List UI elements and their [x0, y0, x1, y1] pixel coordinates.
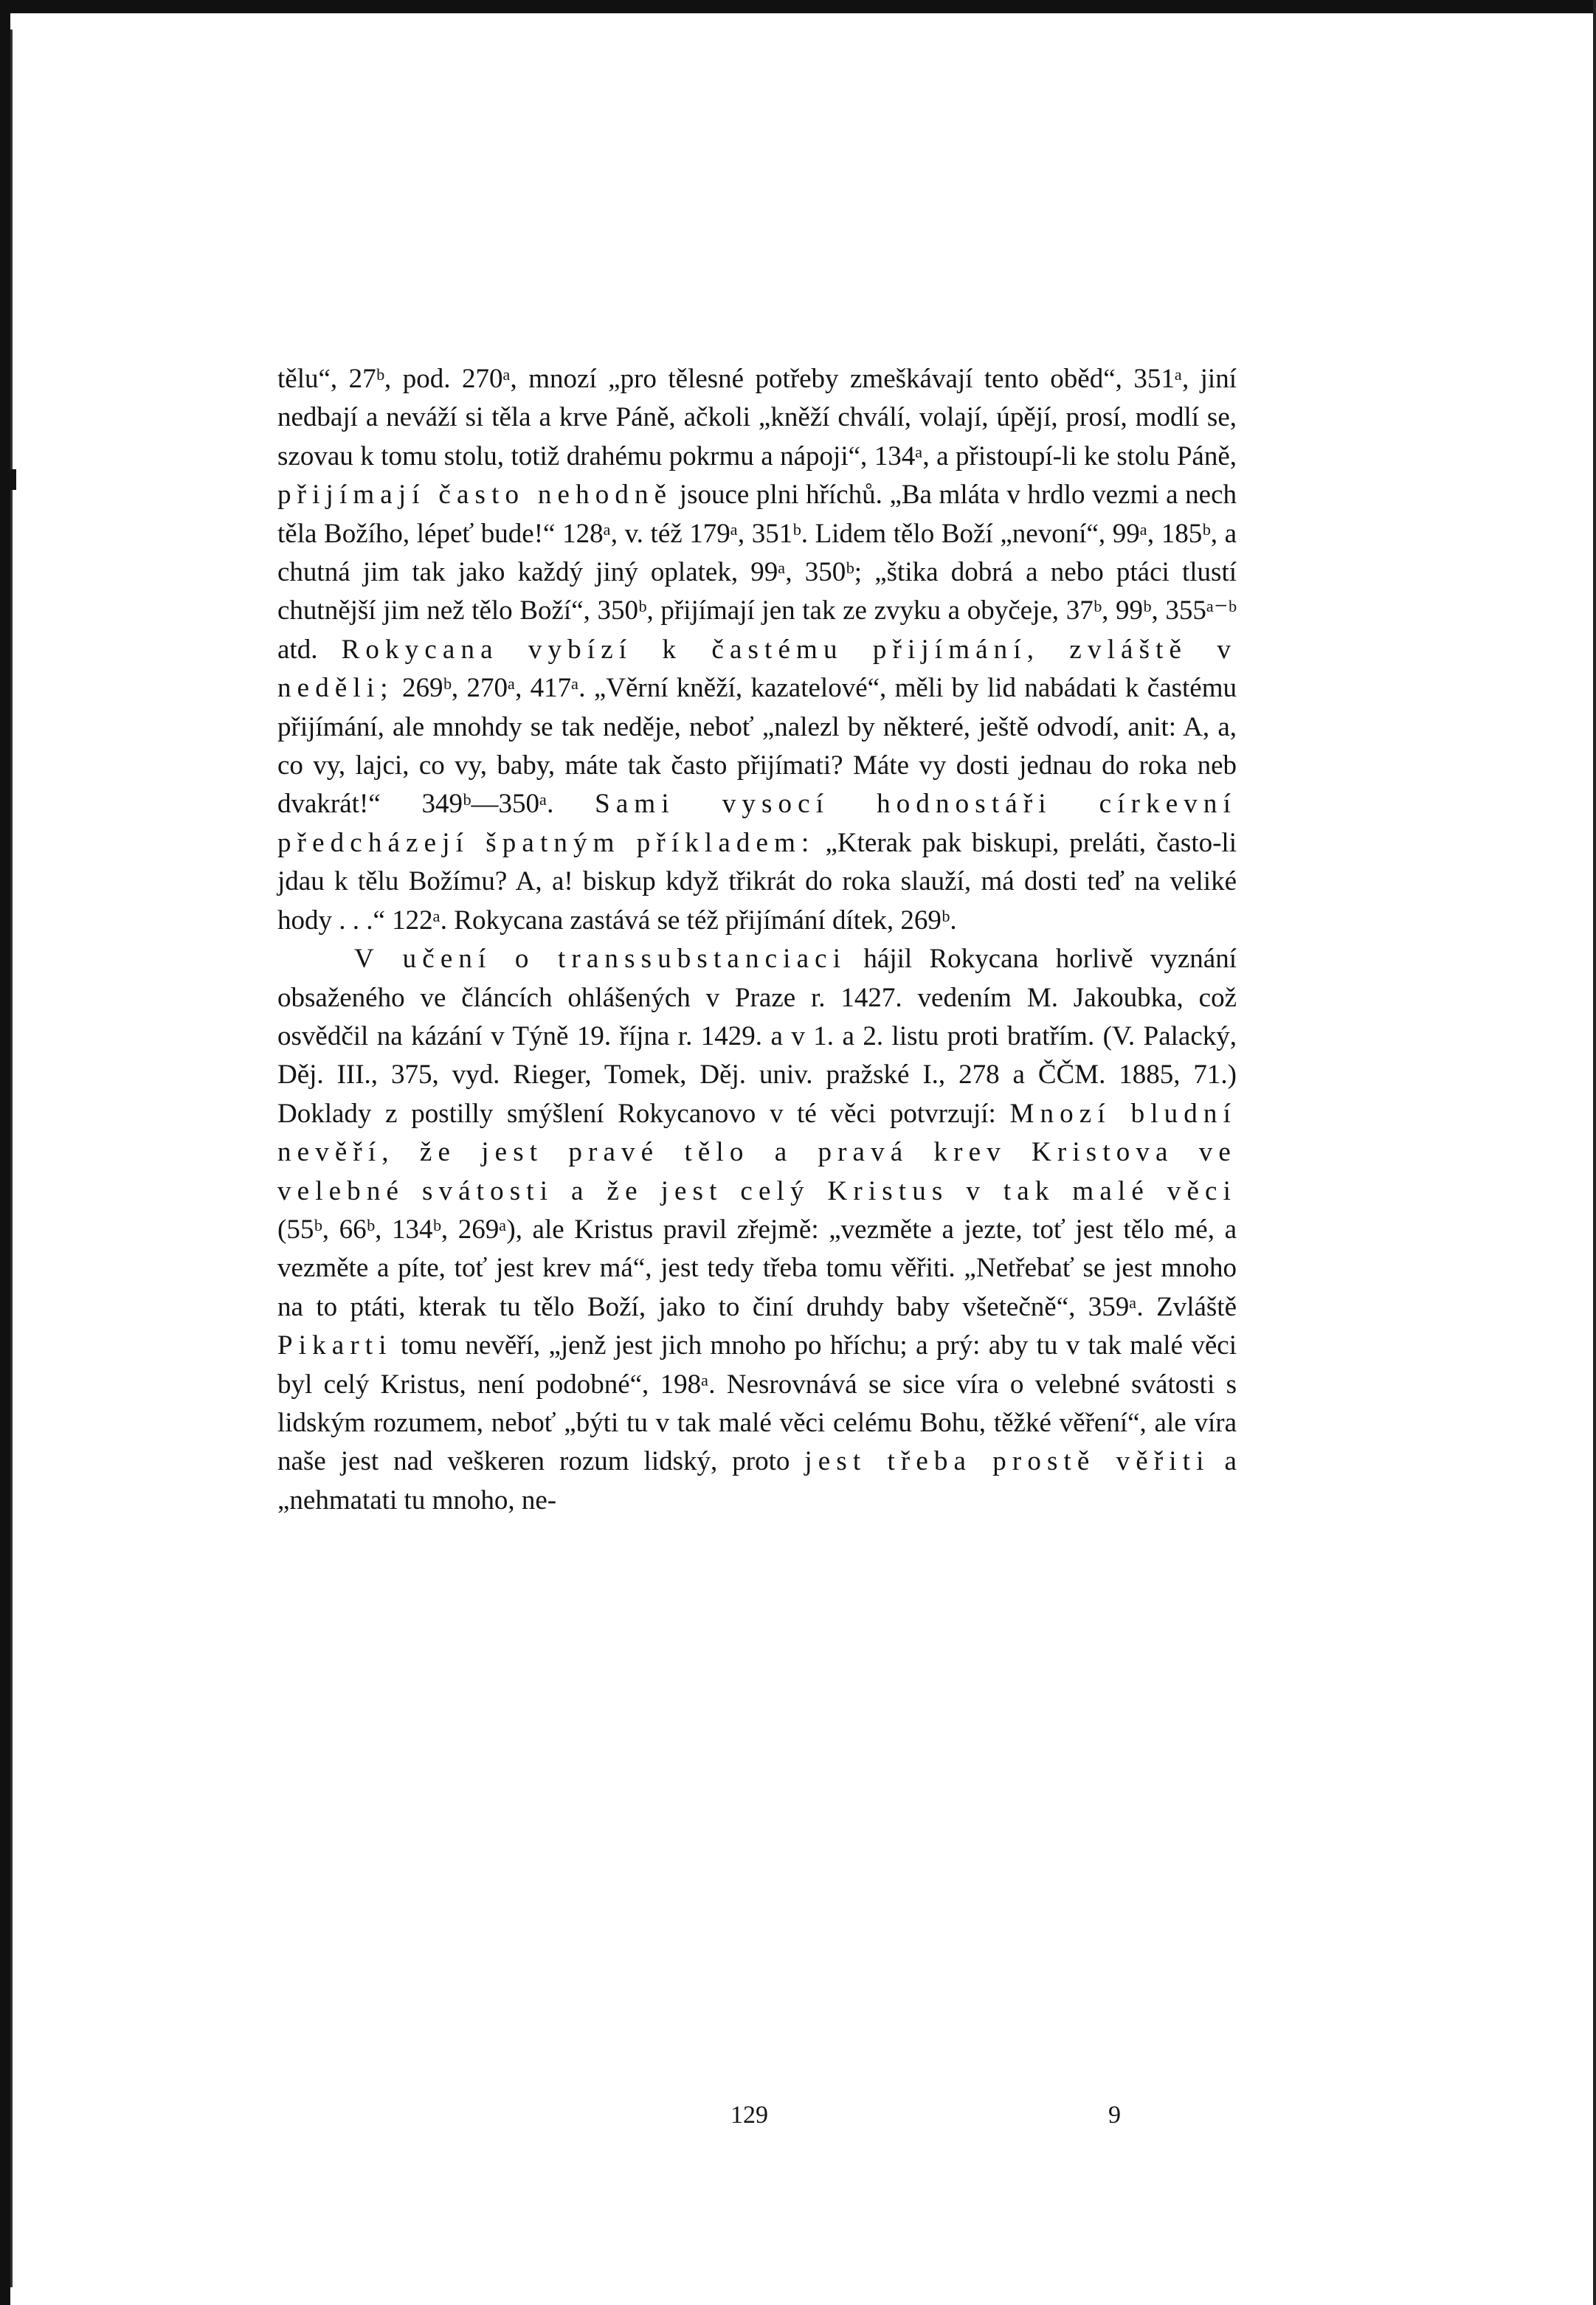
body-text	[277, 360, 1237, 1520]
spaced-emphasis: V učení o transsubstanciaci	[354, 944, 847, 975]
text-run: „Kterak pak biskupi, preláti, často-li jdau k tělu Božímu? A, a! biskup když třikrát do roka slauží, má dosti teď na veliké hody . . .“ 122ᵃ. Rokycana zastává se též přijímání dítek, 269ᵇ.	[277, 827, 1237, 936]
page-edge-line	[10, 30, 13, 2287]
scan-right-border	[1593, 0, 1596, 2305]
binding-mark	[7, 469, 16, 490]
paragraph-1	[277, 360, 1237, 940]
paragraph-2	[277, 940, 1237, 1520]
text-run: hájil Rokycana horlivě vyznání obsaženého ve článcích ohlášených v Praze r. 1427. vedením M. Jakoubka, což osvědčil na kázání v Týně 19. října r. 1429. a v 1. a 2. listu proti bratřím. (V. Palacký, Děj. III., 375, vyd. Rieger, Tomek, Děj. univ. pražské I., 278 a ČČM. 1885, 71.) Doklady z postilly smýšlení Rokycanovo v té věci potvrzují:	[277, 944, 1237, 1129]
spaced-emphasis: Rokycana vybízí k častému přijímání, zvláště v neděli;	[277, 634, 1237, 704]
signature-mark: 9	[1108, 2101, 1121, 2129]
spaced-emphasis: přijímají často nehodně	[277, 480, 673, 511]
spaced-emphasis: Mnozí bludní nevěří, že jest pravé tělo a pravá krev Kristova ve velebné svátosti a že jest celý Kristus v tak malé věci	[277, 1098, 1237, 1206]
scan-left-border	[0, 0, 10, 2305]
page-number: 129	[730, 2101, 768, 2129]
spaced-emphasis: Pikarti	[277, 1330, 393, 1361]
text-run: a „nehmatati tu mnoho, ne-	[277, 1446, 1237, 1516]
text-run: jsouce plni hříchů. „Ba mláta v hrdlo vezmi a nech těla Božího, lépeť bude!“ 128ᵃ, v. též 179ᵃ, 351ᵇ. Lidem tělo Boží „nevoní“, 99ᵃ, 185ᵇ, a chutná jim tak jako každý jiný oplatek, 99ᵃ, 350ᵇ; „štika dobrá a nebo ptáci tlustí chutnější jim než tělo Boží“, 350ᵇ, přijímají jen tak ze zvyku a obyčeje, 37ᵇ, 99ᵇ, 355ᵃ⁻ᵇ atd.	[277, 480, 1237, 665]
text-run: tělu“, 27ᵇ, pod. 270ᵃ, mnozí „pro tělesné potřeby zmeškávají tento oběd“, 351ᵃ, jiní nedbají a neváží si těla a krve Páně, ačkoli „kněží chválí, volají, úpějí, prosí, modlí se, szovau k tomu stolu, totiž drahému pokrmu a nápoji“, 134ᵃ, a přistoupí-li ke stolu Páně,	[277, 364, 1237, 471]
text-run: (55ᵇ, 66ᵇ, 134ᵇ, 269ᵃ), ale Kristus pravil zřejmě: „vezměte a jezte, toť jest tělo mé, a vezměte a píte, toť jest krev má“, jest tedy třeba tomu věřiti. „Netřebať se jest mnoho na to ptáti, kterak tu tělo Boží, jako to činí druhdy baby všetečně“, 359ᵃ. Zvláště	[277, 1214, 1237, 1322]
text-run: tomu nevěří, „jenž jest jich mnoho po hříchu; a prý: aby tu v tak malé věci byl celý Kristus, není podobné“, 198ᵃ. Nesrovnává se sice víra o velebné svátosti s lidským rozumem, neboť „býti tu v tak malé věci celému Bohu, těžké věření“, ale víra naše jest nad veškeren rozum lidský, proto	[277, 1330, 1237, 1477]
spaced-emphasis: Sami vysocí hodnostáři církevní předcházejí špatným příkladem:	[277, 789, 1237, 858]
scan-top-border	[0, 0, 1596, 13]
spaced-emphasis: jest třeba prostě věřiti	[804, 1446, 1210, 1477]
text-run: 269ᵇ, 270ᵃ, 417ᵃ. „Věrní kněží, kazatelové“, měli by lid nabádati k častému přijímání, ale mnohdy se tak neděje, neboť „nalezl by některé, ještě odvodí, anit: A, a, co vy, lajci, co vy, baby, máte tak často přijímati? Máte vy dosti jednau do roka neb dvakrát!“ 349ᵇ—350ᵃ.	[277, 673, 1237, 820]
